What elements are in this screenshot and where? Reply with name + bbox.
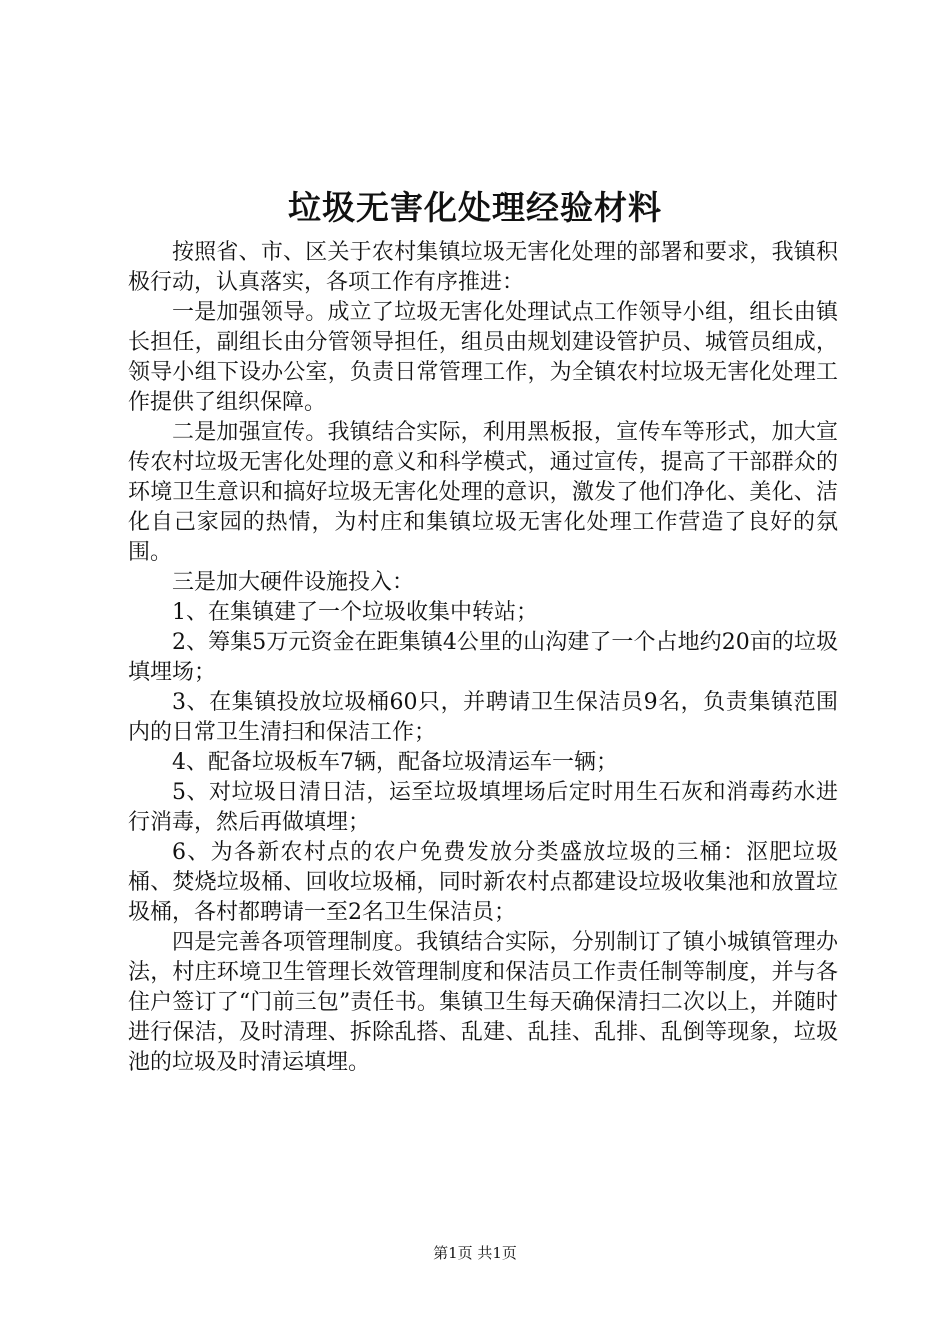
list-item-5: 5、对垃圾日清日洁，运至垃圾填埋场后定时用生石灰和消毒药水进行消毒，然后再做填埋； xyxy=(128,780,838,835)
paragraph-management: 四是完善各项管理制度。我镇结合实际，分别制订了镇小城镇管理办法，村庄环境卫生管理长效管理制度和保洁员工作责任制等制度，并与各住户签订了“门前三包”责任书。集镇卫生每天确保清扫二次以上，并随时进行保洁，及时清理、拆除乱搭、乱建、乱挂、乱排、乱倒等现象，垃圾池的垃圾及时清运填埋。 xyxy=(128,930,838,1075)
paragraph-intro: 按照省、市、区关于农村集镇垃圾无害化处理的部署和要求，我镇积极行动，认真落实，各项工作有序推进： xyxy=(128,240,838,295)
list-item-6: 6、为各新农村点的农户免费发放分类盛放垃圾的三桶：沤肥垃圾桶、焚烧垃圾桶、回收垃圾桶，同时新农村点都建设垃圾收集池和放置垃圾桶，各村都聘请一至2名卫生保洁员； xyxy=(128,840,838,925)
list-item-4: 4、配备垃圾板车7辆，配备垃圾清运车一辆； xyxy=(172,750,618,775)
list-item-1: 1、在集镇建了一个垃圾收集中转站； xyxy=(172,600,538,625)
list-item-2: 2、筹集5万元资金在距集镇4公里的山沟建了一个占地约20亩的垃圾填埋场； xyxy=(128,630,838,685)
paragraph-leadership: 一是加强领导。成立了垃圾无害化处理试点工作领导小组，组长由镇长担任，副组长由分管领导担任，组员由规划建设管护员、城管员组成，领导小组下设办公室，负责日常管理工作，为全镇农村垃圾无害化处理工作提供了组织保障。 xyxy=(128,300,838,415)
page-footer: 第1页 共1页 xyxy=(433,1244,517,1262)
document-body xyxy=(128,238,838,1078)
paragraph-infrastructure-heading: 三是加大硬件设施投入： xyxy=(172,570,415,595)
document-title: 垃圾无害化处理经验材料 xyxy=(288,188,662,227)
paragraph-publicity: 二是加强宣传。我镇结合实际，利用黑板报，宣传车等形式，加大宣传农村垃圾无害化处理的意义和科学模式，通过宣传，提高了干部群众的环境卫生意识和搞好垃圾无害化处理的意识，激发了他们净化、美化、洁化自己家园的热情，为村庄和集镇垃圾无害化处理工作营造了良好的氛围。 xyxy=(128,420,838,565)
list-item-3: 3、在集镇投放垃圾桶60只，并聘请卫生保洁员9名，负责集镇范围内的日常卫生清扫和保洁工作； xyxy=(128,690,838,745)
